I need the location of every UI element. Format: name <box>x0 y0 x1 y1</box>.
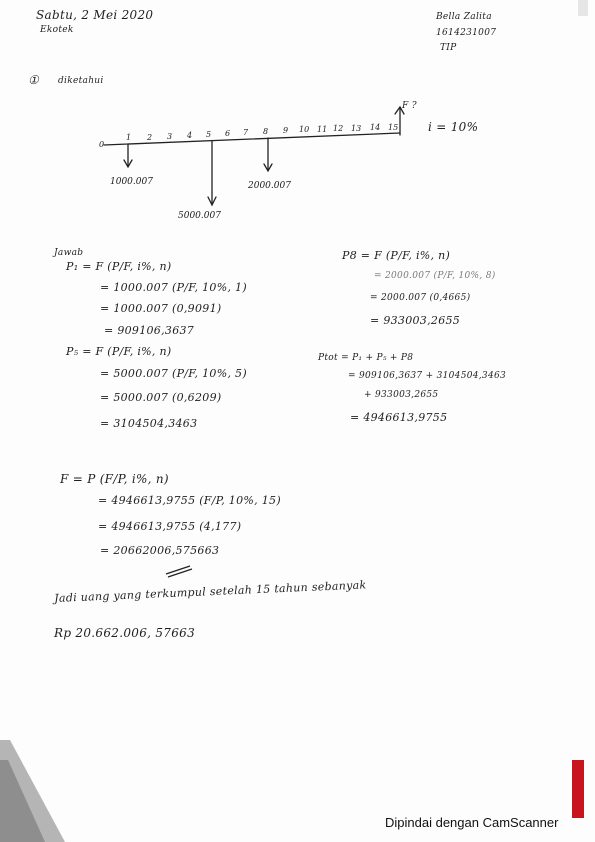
tick-label: 15 <box>388 123 399 132</box>
conclusion-amount: Rp 20.662.006, 57663 <box>54 626 196 640</box>
conclusion-text: Jadi uang yang terkumpul setelah 15 tahun sebanyak <box>54 578 367 605</box>
future-label: F ? <box>402 101 417 111</box>
p1-factor: = 1000.007 (0,9091) <box>100 302 222 315</box>
solution-heading: Jawab <box>54 248 84 258</box>
p8-factor: = 2000.007 (0,4665) <box>370 293 471 303</box>
interest-rate: i = 10% <box>428 120 479 134</box>
f-factor: = 4946613,9755 (4,177) <box>98 520 242 533</box>
header-date: Sabtu, 2 Mei 2020 <box>36 8 154 22</box>
cashflow-amount-5: 5000.007 <box>178 211 221 221</box>
problem-number: ① <box>28 73 40 87</box>
problem-title: diketahui <box>58 76 104 86</box>
tick-label: 6 <box>225 129 231 138</box>
f-result: = 20662006,575663 <box>100 544 220 557</box>
f-substitution: = 4946613,9755 (F/P, 10%, 15) <box>98 494 281 507</box>
header-name: Bella Zalita <box>436 12 492 22</box>
scan-edge-mark <box>578 0 588 16</box>
p8-substitution: = 2000.007 (P/F, 10%, 8) <box>374 271 496 281</box>
red-edge-mark <box>572 760 584 818</box>
tick-label: 9 <box>283 126 289 135</box>
tick-label: 10 <box>299 125 310 134</box>
tick-label: 7 <box>243 128 249 137</box>
tick-label: 11 <box>317 125 328 134</box>
header-program: TIP <box>440 43 457 53</box>
ptot-formula: Ptot = P₁ + P₅ + P8 <box>318 353 414 363</box>
cashflow-amount-8: 2000.007 <box>248 181 291 191</box>
header-student-id: 1614231007 <box>436 28 497 38</box>
tick-label: 4 <box>187 131 193 140</box>
tick-label: 5 <box>206 130 212 139</box>
p1-result: = 909106,3637 <box>104 324 195 337</box>
p5-result: = 3104504,3463 <box>100 417 198 430</box>
p5-formula: P₅ = F (P/F, i%, n) <box>66 345 172 358</box>
p5-substitution: = 5000.007 (P/F, 10%, 5) <box>100 367 247 380</box>
tick-label: 12 <box>333 124 344 133</box>
scanner-watermark: Dipindai dengan CamScanner <box>385 815 559 830</box>
tick-label: 8 <box>263 127 269 136</box>
tick-label: 0 <box>99 140 105 149</box>
tick-label: 13 <box>351 124 362 133</box>
header-subject: Ekotek <box>40 25 74 35</box>
tick-label: 14 <box>370 123 381 132</box>
tick-label: 2 <box>147 133 153 142</box>
p1-formula: P₁ = F (P/F, i%, n) <box>66 260 172 273</box>
p5-factor: = 5000.007 (0,6209) <box>100 391 222 404</box>
p1-substitution: = 1000.007 (P/F, 10%, 1) <box>100 281 247 294</box>
tick-label: 1 <box>126 133 132 142</box>
p8-formula: P8 = F (P/F, i%, n) <box>342 249 451 262</box>
tick-label: 3 <box>167 132 173 141</box>
f-formula: F = P (F/P, i%, n) <box>60 472 169 486</box>
ptot-sum-cont: + 933003,2655 <box>364 390 439 400</box>
p8-result: = 933003,2655 <box>370 314 461 327</box>
result-double-underline <box>164 562 194 578</box>
ptot-sum: = 909106,3637 + 3104504,3463 <box>348 371 507 381</box>
cashflow-amount-1: 1000.007 <box>110 177 153 187</box>
scan-shadow <box>0 740 70 842</box>
ptot-result: = 4946613,9755 <box>350 411 448 424</box>
